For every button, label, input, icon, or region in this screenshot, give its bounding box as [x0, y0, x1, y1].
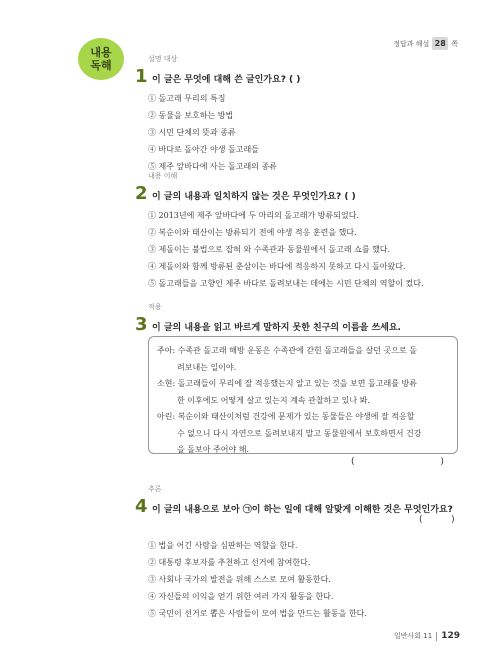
question-1-options — [148, 90, 465, 175]
question-2-options — [148, 207, 465, 292]
footer-subject: 일반사회 11 — [394, 632, 433, 640]
question-3-answer-blank[interactable]: ( ) — [351, 457, 444, 467]
option[interactable]: ⑤ 돌고래들을 고향인 제주 바다로 돌려보내는 데에는 시민 단체의 역할이 컸다. — [148, 279, 424, 288]
option[interactable]: ② 복순이와 태산이는 방류되기 전에 야생 적응 훈련을 했다. — [148, 228, 357, 237]
section-badge-line1: 내용 — [90, 46, 112, 59]
section-badge-line2: 독해 — [90, 59, 112, 72]
option[interactable]: ⑤ 제주 앞바다에 사는 돌고래의 종류 — [148, 162, 277, 171]
dialogue-box — [148, 336, 458, 454]
dialogue-line: 한 이후에도 어떻게 살고 있는지 계속 관찰하고 있나 봐. — [177, 395, 370, 405]
question-2-tag: 내용 이해 — [148, 172, 178, 180]
question-1-number: 1 — [135, 66, 148, 87]
dialogue-line: 주아: 수족관 돌고래 해방 운동은 수족관에 갇힌 돌고래들을 살던 곳으로 돌 — [157, 346, 417, 355]
dialogue-line: 려보내는 일이야. — [177, 362, 237, 372]
option[interactable]: ① 돌고래 무리의 특징 — [148, 94, 226, 103]
option[interactable]: ④ 바다로 돌아간 야생 돌고래들 — [148, 145, 259, 154]
question-3 — [135, 302, 465, 335]
dialogue-line: 아린: 복순이와 태산이처럼 건강에 문제가 있는 동물들은 야생에 잘 적응할 — [157, 412, 415, 421]
question-4-text: 이 글의 내용으로 보아 ㉠이 하는 일에 대해 알맞게 이해한 것은 무엇인가요? — [152, 505, 453, 515]
footer-divider — [436, 632, 437, 641]
question-2 — [135, 171, 465, 292]
question-3-number: 3 — [135, 314, 148, 335]
option[interactable]: ③ 사회나 국가의 발전을 위해 스스로 모여 활동한다. — [148, 575, 331, 584]
option[interactable]: ① 2013년에 제주 앞바다에 두 마리의 돌고래가 방류되었다. — [148, 211, 359, 220]
page-footer — [394, 631, 460, 641]
dialogue-line: 수 없으니 다시 자연으로 돌려보내지 말고 동물원에서 보호하면서 건강 — [177, 428, 422, 438]
option[interactable]: ④ 자신들의 이익을 얻기 위한 여러 가지 활동을 한다. — [148, 592, 334, 601]
question-2-text: 이 글의 내용과 일치하지 않는 것은 무엇인가요? ( ) — [152, 192, 356, 202]
option[interactable]: ⑤ 국민이 선거로 뽑은 사람들이 모여 법을 만드는 활동을 한다. — [148, 609, 367, 618]
option[interactable]: ② 동물을 보호하는 방법 — [148, 111, 234, 120]
answer-ref-page: 28 — [432, 37, 448, 50]
question-3-text: 이 글의 내용을 읽고 바르게 말하지 못한 친구의 이름을 쓰세요. — [152, 323, 401, 333]
question-4-tag: 추론 — [148, 485, 162, 493]
answer-ref-suffix: 쪽 — [451, 39, 458, 48]
question-3-tag: 적용 — [148, 303, 162, 311]
dialogue-line: 소현: 돌고래들이 무리에 잘 적응했는지 알고 있는 것을 보면 돌고래를 방류 — [157, 379, 417, 388]
question-4-number: 4 — [135, 496, 148, 517]
page-number: 129 — [441, 631, 460, 641]
option[interactable]: ③ 제돌이는 불법으로 잡혀 와 수족관과 동물원에서 돌고래 쇼를 했다. — [148, 245, 391, 254]
option[interactable]: ① 법을 어긴 사람을 심판하는 역할을 한다. — [148, 541, 298, 550]
question-1 — [135, 54, 465, 175]
question-1-text: 이 글은 무엇에 대해 쓴 글인가요? ( ) — [152, 75, 301, 85]
answer-reference — [393, 37, 458, 50]
question-2-number: 2 — [135, 183, 148, 204]
option[interactable]: ② 대통령 후보자를 추천하고 선거에 참여한다. — [148, 558, 311, 567]
question-4-options — [148, 537, 465, 622]
question-4-answer-blank[interactable]: ( ) — [419, 515, 455, 525]
section-badge — [78, 38, 124, 80]
question-1-tag: 설명 대상 — [148, 55, 178, 63]
option[interactable]: ③ 시민 단체의 뜻과 종류 — [148, 128, 236, 137]
dialogue-line: 을 돌보아 주어야 해. — [177, 445, 249, 454]
question-4 — [135, 484, 465, 622]
answer-ref-prefix: 정답과 해설 — [393, 39, 430, 48]
option[interactable]: ④ 제돌이와 함께 방류된 춘삼이는 바다에 적응하지 못하고 다시 돌아왔다. — [148, 262, 406, 271]
